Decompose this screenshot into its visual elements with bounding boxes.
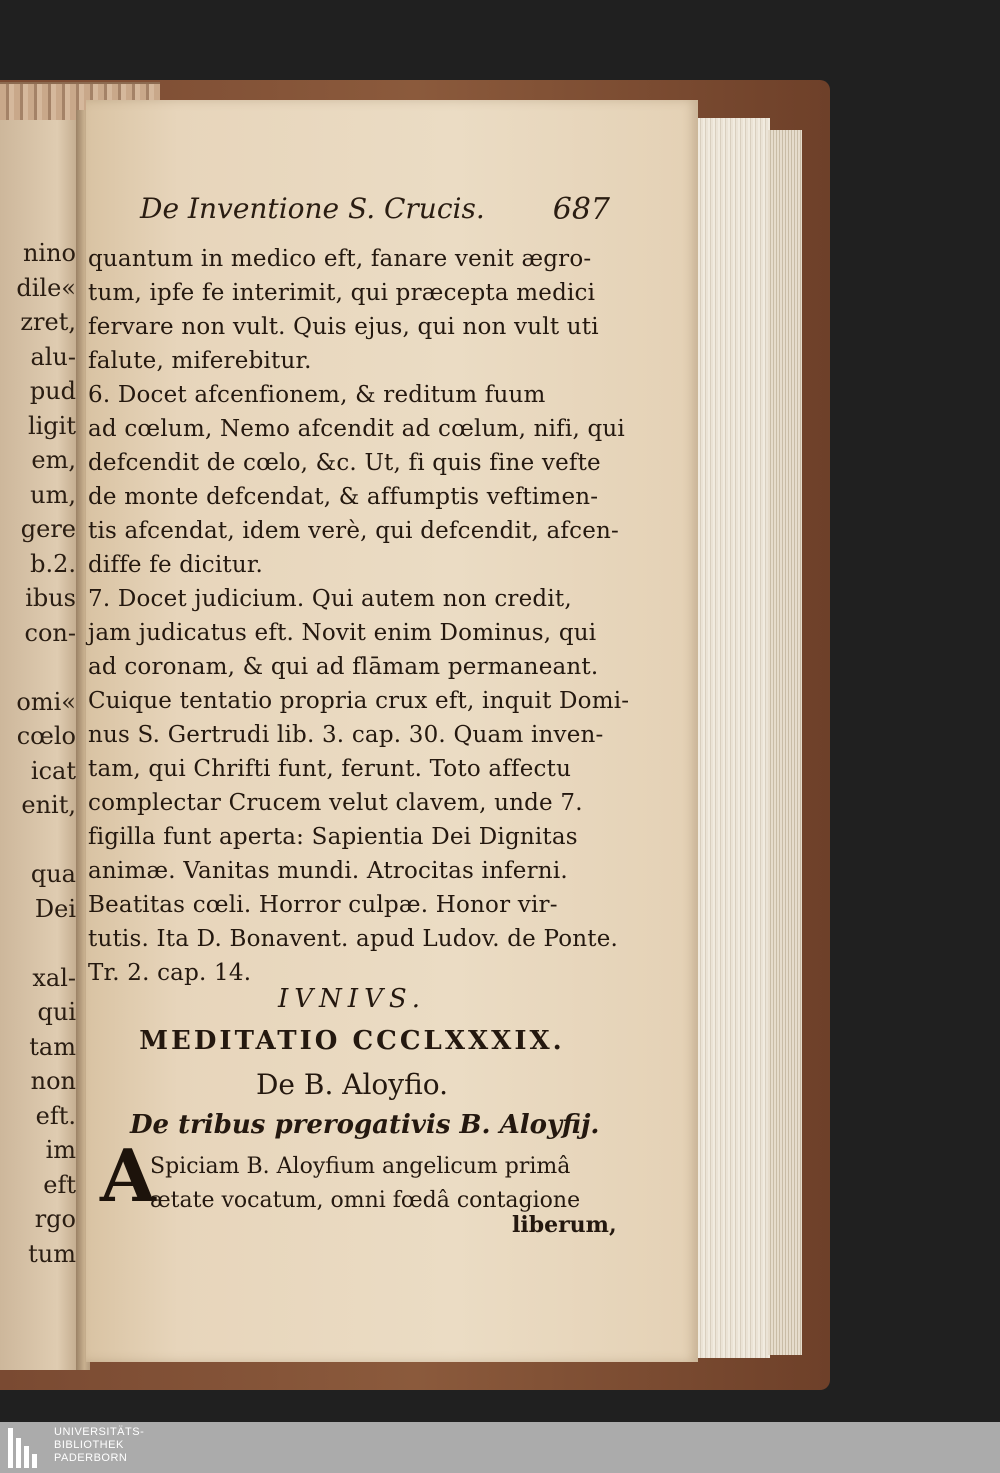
- text-line: ad cœlum, Nemo afcendit ad cœlum, nifi, qui: [88, 416, 625, 442]
- left-page-fragment: rgo: [34, 1205, 76, 1233]
- left-page-fragment: qui: [37, 998, 76, 1026]
- left-page-fragment: icat: [30, 756, 76, 785]
- left-page-fragment: pud: [29, 377, 76, 405]
- text-line: quantum in medico eft, fanare venit ægro-: [88, 246, 592, 272]
- meditation-heading: MEDITATIO CCCLXXXIX.: [139, 1026, 565, 1056]
- text-line: Spiciam B. Aloyfium angelicum primâ: [150, 1154, 571, 1179]
- left-page-fragment: zret,: [20, 308, 76, 336]
- text-line: defcendit de cœlo, &c. Ut, fi quis fine vefte: [88, 450, 601, 476]
- left-page-fragment: enit,: [21, 791, 76, 819]
- text-line: jam judicatus eft. Novit enim Dominus, qui: [88, 620, 597, 646]
- left-page-fragment: ibus: [25, 584, 76, 612]
- library-name: [54, 1426, 144, 1465]
- text-line: 6. Docet afcenfionem, & reditum fuum: [88, 382, 546, 408]
- text-line: ætate vocatum, omni fœdâ contagione: [150, 1188, 581, 1213]
- text-line: tum, ipfe fe interimit, qui præcepta medici: [88, 280, 596, 306]
- left-page-fragment: tam: [29, 1032, 76, 1061]
- library-logo-icon: [8, 1428, 46, 1468]
- text-line: tis afcendat, idem verè, qui defcendit, afcen-: [88, 518, 619, 544]
- library-name-line: UNIVERSITÄTS-: [54, 1426, 145, 1438]
- left-page-fragment: dile«: [16, 273, 76, 302]
- text-line: ad coronam, & qui ad flāmam permaneant.: [88, 654, 599, 680]
- text-line: Beatitas cœli. Horror culpæ. Honor vir-: [88, 892, 558, 918]
- left-page-fragment: b.2.: [30, 549, 76, 578]
- left-page-fragment: [0, 650, 76, 685]
- drop-cap: A: [100, 1133, 156, 1218]
- text-line: fervare non vult. Quis ejus, qui non vult uti: [88, 314, 599, 340]
- text-line: Cuique tentatio propria crux eft, inquit Domi-: [88, 688, 630, 714]
- library-name-line: PADERBORN: [54, 1452, 128, 1464]
- text-line: tam, qui Chrifti funt, ferunt. Toto affectu: [88, 756, 572, 782]
- left-page-fragment: cœlo: [16, 722, 76, 750]
- text-line: complectar Crucem velut clavem, unde 7.: [88, 790, 583, 816]
- page-number: 687: [552, 192, 610, 227]
- left-page-fragment: um,: [30, 480, 76, 509]
- left-page-fragment: tum: [28, 1239, 76, 1268]
- left-page-fragment: xal-: [32, 963, 76, 992]
- left-page-fragment: gere: [20, 515, 76, 543]
- left-page-fragment: [0, 926, 76, 961]
- left-page-fragment: eft.: [35, 1101, 76, 1130]
- left-page-fragment: em,: [31, 446, 76, 474]
- left-page-text: [0, 236, 76, 1271]
- text-line: Tr. 2. cap. 14.: [88, 960, 252, 986]
- text-line: de monte defcendat, & affumptis veftimen-: [88, 484, 599, 510]
- left-page-fragment: con-: [24, 618, 76, 647]
- left-page-fragment: non: [30, 1067, 76, 1095]
- left-page-fragment: eft: [43, 1170, 76, 1199]
- left-page-fragment: [0, 823, 76, 858]
- text-line: tutis. Ita D. Bonavent. apud Ludov. de Ponte.: [88, 926, 619, 952]
- text-line: 7. Docet judicium. Qui autem non credit,: [88, 586, 572, 612]
- left-page-fragment: qua: [30, 860, 76, 888]
- text-line: falute, miferebitur.: [88, 348, 312, 374]
- subtitle-heading: De tribus prerogativis B. Aloyfij.: [130, 1110, 600, 1140]
- left-page-fragment: alu-: [30, 342, 76, 371]
- running-head: De Inventione S. Crucis.: [140, 192, 485, 225]
- left-page-fragment: Dei: [34, 894, 76, 923]
- catchword: liberum,: [512, 1212, 617, 1238]
- text-line: diffe fe dicitur.: [88, 552, 264, 578]
- text-line: figilla funt aperta: Sapientia Dei Dignitas: [88, 824, 578, 850]
- library-footer: [0, 1422, 1000, 1473]
- month-heading: IVNIVS.: [278, 984, 426, 1014]
- running-header: [140, 192, 610, 236]
- page-edges-outer: [768, 130, 802, 1355]
- saint-heading: De B. Aloyfio.: [255, 1068, 449, 1101]
- paragraph-text: [150, 1150, 628, 1218]
- text-line: nus S. Gertrudi lib. 3. cap. 30. Quam inven-: [88, 722, 604, 748]
- text-line: animæ. Vanitas mundi. Atrocitas inferni.: [88, 858, 568, 884]
- left-page-fragment: ligit: [27, 411, 76, 440]
- left-page-fragment: omi«: [16, 687, 76, 716]
- library-name-line: BIBLIOTHEK: [54, 1439, 124, 1451]
- left-page-fragment: nino: [22, 239, 76, 267]
- body-text: [88, 242, 630, 990]
- page-edges: [698, 118, 770, 1358]
- left-page-fragment: im: [45, 1136, 76, 1164]
